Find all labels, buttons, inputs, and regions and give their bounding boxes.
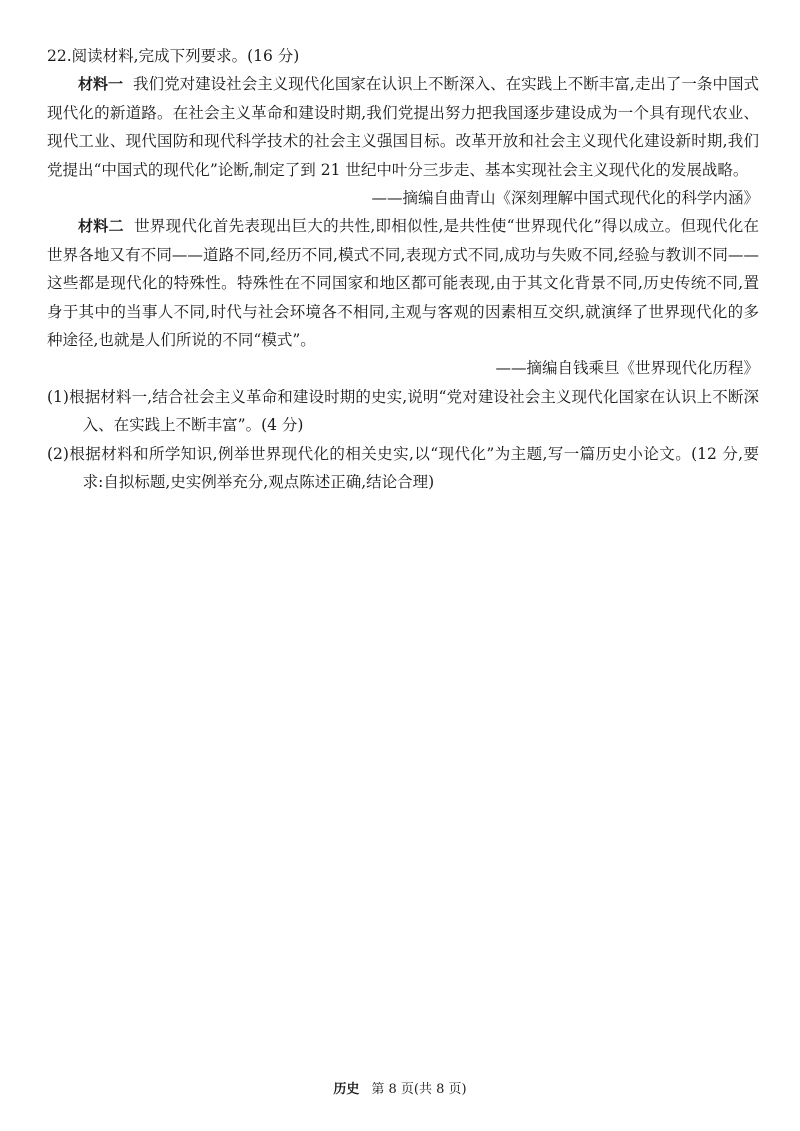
material-1-source: ——摘编自曲青山《深刻理解中国式现代化的科学内涵》 bbox=[371, 189, 759, 208]
material-2 bbox=[47, 212, 759, 354]
footer-subject: 历史 bbox=[333, 1082, 360, 1097]
question-title: 22.阅读材料,完成下列要求。(16 分) bbox=[47, 47, 300, 65]
page-footer bbox=[0, 1080, 800, 1100]
sub-question-2: (2)根据材料和所学知识,例举世界现代化的相关史实,以“现代化”为主题,写一篇历史小论文。(12 分,要求:自拟标题,史实例举充分,观点陈述正确,结论合理) bbox=[47, 444, 759, 492]
footer-page-number: 第 8 页(共 8 页) bbox=[371, 1082, 467, 1097]
sub-question-1: (1)根据材料一,结合社会主义革命和建设时期的史实,说明“党对建设社会主义现代化国家在认识上不断深入、在实践上不断丰富”。(4 分) bbox=[47, 387, 759, 435]
material-2-text: 世界现代化首先表现出巨大的共性,即相似性,是共性使“世界现代化”得以成立。但现代化在世界各地又有不同——道路不同,经历不同,模式不同,表现方式不同,成功与失败不同,经验与教训不同——这些都是现代化的特殊性。特殊性在不同国家和地区都可能表现,由于其文化背景不同,历史传统不同,置身于其中的当事人不同,时代与社会环境各不相同,主观与客观的因素相互交织,就演绎了世界现代化的多种途径,也就是人们所说的不同“模式”。 bbox=[47, 217, 759, 350]
material-2-label: 材料二 bbox=[78, 217, 124, 236]
material-1-text: 我们党对建设社会主义现代化国家在认识上不断深入、在实践上不断丰富,走出了一条中国式现代化的新道路。在社会主义革命和建设时期,我们党提出努力把我国逐步建设成为一个具有现代农业、现代工业、现代国防和现代科学技术的社会主义强国目标。改革开放和社会主义现代化建设新时期,我们党提出“中国式的现代化”论断,制定了到 21 世纪中叶分三步走、基本实现社会主义现代化的发展战略。 bbox=[47, 75, 760, 179]
material-2-source: ——摘编自钱乘旦《世界现代化历程》 bbox=[495, 359, 759, 378]
material-1 bbox=[47, 70, 759, 184]
material-1-label: 材料一 bbox=[78, 75, 124, 94]
question-22 bbox=[47, 42, 759, 497]
